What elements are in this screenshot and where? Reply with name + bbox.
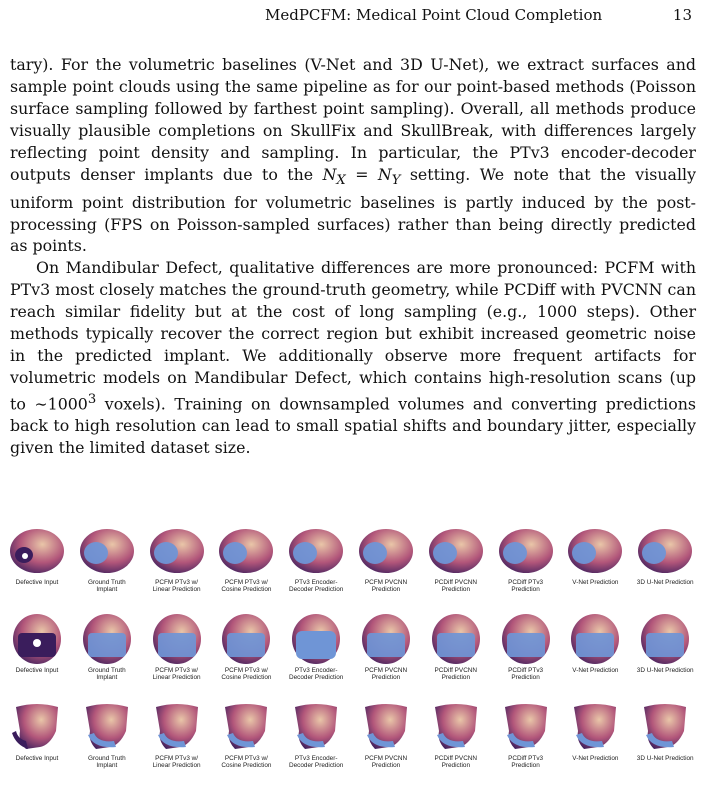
figure-column-label: PTv3 Encoder- Decoder Prediction bbox=[289, 667, 344, 682]
skull-render-image bbox=[146, 613, 208, 665]
figure-column-label: PCDiff PTv3 Prediction bbox=[508, 579, 544, 594]
figure-cell bbox=[281, 613, 351, 693]
skull-render-image bbox=[564, 613, 626, 665]
paragraph-2 bbox=[10, 257, 696, 458]
figure-cell bbox=[421, 525, 491, 605]
figure-column-label: PCFM PVCNN Prediction bbox=[364, 579, 408, 594]
figure-column-label: 3D U-Net Prediction bbox=[636, 667, 694, 674]
figure-column-label: V-Net Prediction bbox=[572, 667, 619, 674]
figure-cell bbox=[630, 613, 700, 693]
figure-cell bbox=[491, 613, 561, 693]
figure-cell bbox=[142, 525, 212, 605]
figure-cell bbox=[72, 525, 142, 605]
skull-render-image bbox=[425, 613, 487, 665]
skull-render-image bbox=[6, 701, 68, 753]
paragraph-1-text-b: setting. We note that the visually uniform point distribution for volumetric baselines is partly induced by the post-processing (FPS on Poisson-sampled surfaces) rather than being directly predicted as points. bbox=[10, 164, 696, 256]
skull-render-image bbox=[355, 613, 417, 665]
figure-column-label: PCDiff PVCNN Prediction bbox=[434, 579, 478, 594]
skull-render-image bbox=[285, 701, 347, 753]
skull-render-image bbox=[495, 613, 557, 665]
paragraph-1-text-a: tary). For the volumetric baselines (V-Net and 3D U-Net), we extract surfaces and sample point clouds using the same pipeline as for our point-based methods (Poisson surface sampling followed by farthest point sampling). Overall, all methods produce visually plausible completions on SkullFix and SkullBreak, with differences largely reflecting point density and sampling. In particular, the PTv3 encoder-decoder outputs denser implants due to the bbox=[10, 55, 696, 184]
skull-render-image bbox=[215, 701, 277, 753]
skull-render-image bbox=[564, 525, 626, 577]
figure-column-label: PCFM PTv3 w/ Linear Prediction bbox=[152, 667, 201, 682]
figure-column-label: PCDiff PTv3 Prediction bbox=[508, 755, 544, 770]
skull-render-image bbox=[564, 701, 626, 753]
math-nx: $N_X$ bbox=[322, 164, 346, 188]
figure-cell bbox=[2, 613, 72, 693]
figure-column-label: V-Net Prediction bbox=[572, 579, 619, 586]
figure-column-label: V-Net Prediction bbox=[572, 755, 619, 762]
figure-column-label: Ground Truth Implant bbox=[87, 579, 126, 594]
figure-column-label: Ground Truth Implant bbox=[87, 755, 126, 770]
superscript-3: 3 bbox=[87, 391, 97, 407]
skull-render-image bbox=[6, 613, 68, 665]
skull-render-image bbox=[6, 525, 68, 577]
page-number: 13 bbox=[672, 6, 692, 24]
figure-cell bbox=[2, 525, 72, 605]
paragraph-2-text-a: On Mandibular Defect, qualitative differences are more pronounced: PCFM with PTv3 most closely matches the ground-truth geometry, while PCDiff with PVCNN can reach similar fidelity but at the cost of long sampling (e.g., 1000 steps). Other methods typically recover the correct region but exhibit increased geometric noise in the predicted implant. We additionally observe more frequent artifacts for volumetric models on Mandibular Defect, which contains high-resolution scans (up to ∼1000 bbox=[10, 258, 696, 414]
figure-cell bbox=[211, 701, 281, 781]
skull-render-image bbox=[495, 525, 557, 577]
figure-column-label: Defective Input bbox=[15, 667, 59, 674]
figure-column-label: PCFM PTv3 w/ Linear Prediction bbox=[152, 755, 201, 770]
figure-cell bbox=[630, 701, 700, 781]
figure-column-label: Defective Input bbox=[15, 579, 59, 586]
skull-render-image bbox=[215, 613, 277, 665]
figure-column-label: PTv3 Encoder- Decoder Prediction bbox=[289, 579, 344, 594]
skull-render-image bbox=[634, 701, 696, 753]
figure-cell bbox=[281, 701, 351, 781]
figure-row-2 bbox=[0, 613, 704, 693]
figure-cell bbox=[351, 525, 421, 605]
figure-cell bbox=[351, 613, 421, 693]
paragraph-1 bbox=[10, 54, 696, 257]
figure-cell bbox=[142, 701, 212, 781]
skull-render-image bbox=[425, 701, 487, 753]
figure-cell bbox=[491, 525, 561, 605]
figure-column-label: Defective Input bbox=[15, 755, 59, 762]
skull-render-image bbox=[146, 701, 208, 753]
skull-render-image bbox=[285, 525, 347, 577]
figure-cell bbox=[560, 701, 630, 781]
figure-row-1 bbox=[0, 525, 704, 605]
figure-cell bbox=[630, 525, 700, 605]
figure-cell bbox=[421, 701, 491, 781]
figure-column-label: 3D U-Net Prediction bbox=[636, 755, 694, 762]
skull-render-image bbox=[495, 701, 557, 753]
skull-render-image bbox=[355, 525, 417, 577]
skull-render-image bbox=[76, 525, 138, 577]
figure-cell bbox=[72, 613, 142, 693]
page-header bbox=[0, 4, 704, 24]
figure-cell bbox=[211, 525, 281, 605]
figure-column-label: PCDiff PVCNN Prediction bbox=[434, 667, 478, 682]
figure-cell bbox=[211, 613, 281, 693]
figure-column-label: Ground Truth Implant bbox=[87, 667, 126, 682]
figure-column-label: PTv3 Encoder- Decoder Prediction bbox=[289, 755, 344, 770]
running-title: MedPCFM: Medical Point Cloud Completion bbox=[265, 6, 603, 24]
paragraph-2-text-b: voxels). Training on downsampled volumes and converting predictions back to high resolution can lead to small spatial shifts and boundary jitter, especially given the limited dataset size. bbox=[10, 394, 696, 457]
figure-column-label: PCFM PVCNN Prediction bbox=[364, 667, 408, 682]
figure-column-label: PCFM PTv3 w/ Cosine Prediction bbox=[221, 579, 272, 594]
skull-render-image bbox=[355, 701, 417, 753]
figure-column-label: PCDiff PVCNN Prediction bbox=[434, 755, 478, 770]
figure-column-label: PCFM PTv3 w/ Cosine Prediction bbox=[221, 755, 272, 770]
figure-cell bbox=[421, 613, 491, 693]
skull-render-image bbox=[146, 525, 208, 577]
figure-row-3 bbox=[0, 701, 704, 781]
skull-render-image bbox=[285, 613, 347, 665]
skull-render-image bbox=[215, 525, 277, 577]
math-equals: = bbox=[345, 164, 378, 184]
figure-cell bbox=[281, 525, 351, 605]
figure-cell bbox=[351, 701, 421, 781]
figure-cell bbox=[560, 613, 630, 693]
skull-render-image bbox=[634, 525, 696, 577]
body-text bbox=[10, 54, 696, 459]
math-ny: $N_Y$ bbox=[377, 164, 401, 188]
figure-cell bbox=[2, 701, 72, 781]
figure-cell bbox=[491, 701, 561, 781]
figure-column-label: PCFM PTv3 w/ Linear Prediction bbox=[152, 579, 201, 594]
qualitative-figure bbox=[0, 525, 704, 780]
figure-column-label: 3D U-Net Prediction bbox=[636, 579, 694, 586]
skull-render-image bbox=[76, 701, 138, 753]
skull-render-image bbox=[425, 525, 487, 577]
skull-render-image bbox=[634, 613, 696, 665]
figure-column-label: PCFM PVCNN Prediction bbox=[364, 755, 408, 770]
skull-render-image bbox=[76, 613, 138, 665]
figure-column-label: PCDiff PTv3 Prediction bbox=[508, 667, 544, 682]
figure-cell bbox=[142, 613, 212, 693]
figure-cell bbox=[560, 525, 630, 605]
figure-column-label: PCFM PTv3 w/ Cosine Prediction bbox=[221, 667, 272, 682]
figure-cell bbox=[72, 701, 142, 781]
